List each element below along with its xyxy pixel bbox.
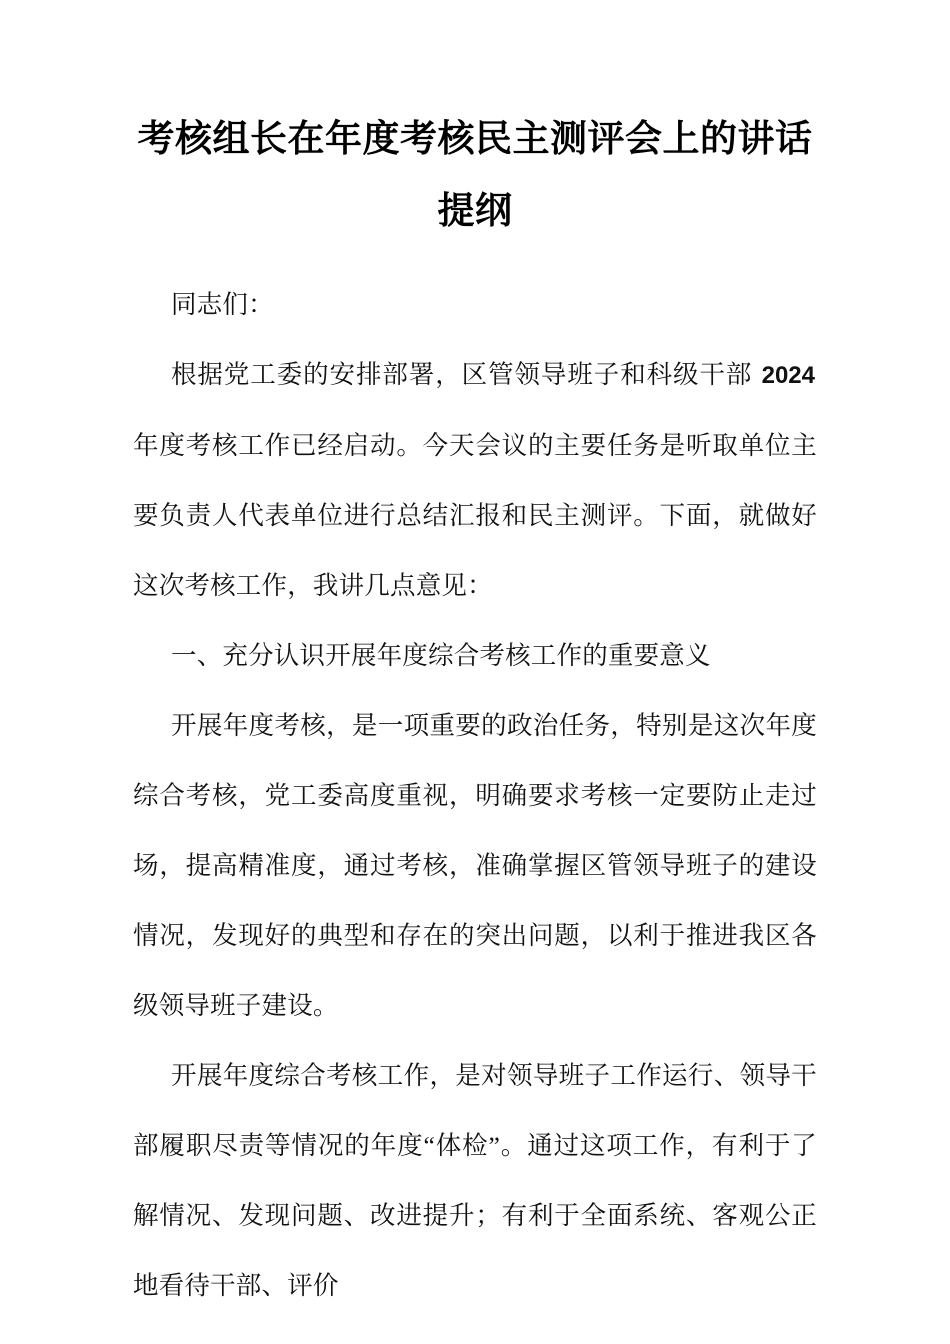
title-line-2: 提纲 [437,191,513,232]
intro-text-before-year: 根据党工委的安排部署，区管领导班子和科级干部 [171,360,760,389]
year-value: 2024 [761,362,815,389]
page-title [133,0,817,248]
section-heading-1: 一、充分认识开展年度综合考核工作的重要意义 [171,641,711,670]
title-line-1: 考核组长在年度考核民主测评会上的讲话 [137,119,813,160]
paragraph-intro [133,340,817,621]
section-1-paragraph-2: 开展年度综合考核工作，是对领导班子工作运行、领导干部履职尽责等情况的年度“体检”。通过这项工作，有利于了解情况、发现问题、改进提升；有利于全面系统、客观公正地看待干部、评价 [133,1061,817,1300]
intro-text-after-year: 年度考核工作已经启动。今天会议的主要任务是听取单位主要负责人代表单位进行总结汇报和民主测评。下面，就做好这次考核工作，我讲几点意见： [133,431,817,600]
document-body [133,0,817,1321]
salutation: 同志们： [171,290,274,319]
section-1-paragraph-1: 开展年度考核，是一项重要的政治任务，特别是这次年度综合考核，党工委高度重视，明确要求考核一定要防止走过场，提高精准度，通过考核，准确掌握区管领导班子的建设情况，发现好的典型和存在的突出问题，以利于推进我区各级领导班子建设。 [133,711,817,1020]
